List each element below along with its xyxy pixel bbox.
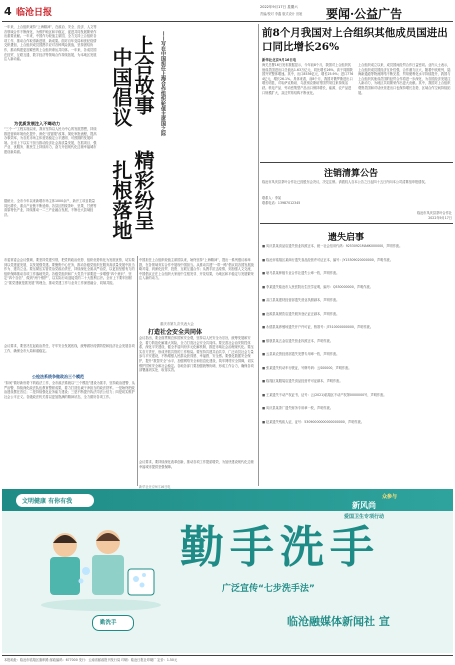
top-story-headline: 前8个月我国对上合组织其他成员国进出口同比增长26%	[262, 27, 448, 53]
top-story-dateline: 新华社北京9月16日电	[262, 58, 297, 62]
notice-title: 注销清算公告	[324, 169, 379, 179]
column-rule-right	[258, 24, 259, 486]
lost-item: ■ 凤庆县某食品店遗失营业执照正本，统一社会信用代码：92530921MA6K000000，声明作废。	[262, 244, 403, 248]
lost-item: ■ 凤庆县某茶厂遗失财务专用章一枚，声明作废。	[262, 406, 333, 410]
sidebar-title-2: 公检法系统争做政治三个模范	[32, 374, 84, 379]
ad-campaign: 爱国卫生专项行动	[344, 514, 385, 520]
ad-big-title: 勤手洗手	[180, 522, 380, 573]
intro-paragraph: 一年来，上合组织秉持“上海精神”，在政治、安全、经济、人文等各领域合作不断深化，为维护地区和平稳定、促进共同发展繁荣作出重要贡献。一年来，中国作为轮值主席国，全力支持上合组织各项工作，推动合作取得新进展、新成果。面对百年变局和世纪疫情交织叠加，上合组织成员国携手应对各种风险挑战，坚持团结协作，推动构建更加紧密的上合组织命运共同体。一年来，各成员国在经贸、互联互通、数字经济等领域合作持续拓展，为本地区发展注入新动能。	[4, 25, 97, 62]
lost-item: ■ 赵某遗失残疾人证，证号：53090000000000000000，声明作废。	[262, 419, 364, 424]
mid-article-body-3: 会议要求，要持续深化改革创新，推动各项工作提质增效，为加快建设现代化边境幸福城市提供坚强保障。	[139, 460, 254, 469]
sidebar-body-3: 市委常委会会议强调，要坚持党建引领，把党的政治优势、组织优势转化为发展优势，切实做到以党建促发展、以发展强党建。要聚焦中心任务，推动各级党组织在服务高质量发展中担当作为、建功立业。要压紧压实管党治党政治责任，持续深化全面从严治党，以更加坚强有力的组织保障推动各项工作落地见效。各级党组织和广大党员干部要进一步增强“四个意识”、坚定“四个自信”、做到“两个维护”，以实际行动迎接党的二十大胜利召开。全市上下要牢固树立“抓党建就是抓发展”的理念，推动党建工作与业务工作深度融合、同频共振。	[4, 258, 135, 285]
footer-text: 本报地址：临沧市临翔区旗帜路 邮政编码：677000 发行：云南省邮政报刊发行局 印刷：临沧日报社印刷厂 定价：1.50元	[4, 658, 178, 662]
footer-rule	[2, 655, 453, 656]
mid-article-kicker: 重庆市第九次代表大会	[160, 322, 194, 326]
ad-illustration	[36, 515, 166, 611]
mid-article-title: 打造社会安全共同体	[148, 329, 203, 336]
ad-slogan: 文明健康 有你有我	[22, 498, 73, 505]
ad-brand-small: 众参与	[382, 494, 398, 500]
sidebar-body-1: “三个一”工程实施以来，我市坚持以人民为中心的发展思想，持续推进营商环境优化提升，深化“放管服”改革，简化审批流程，提高办事效率，为各类市场主体营造稳定公平透明、可预期的发展环境。全市上下以实干担当推动经济社会高质量发展，在抓项目、强产业、优服务、惠民生上持续用力，奋力开创现代化边境幸福城市建设新局面。	[4, 127, 97, 154]
notice-contact: 联系人：李某	[262, 196, 282, 200]
ad-bubble-text: 勤洗手	[100, 620, 117, 626]
notice-date: 2022年9月17日	[428, 216, 452, 220]
lost-title: 遗失启事	[328, 233, 365, 243]
section-title: 要闻·公益广告	[326, 7, 403, 21]
sidebar-title-1: 为优质发展注入不竭动力	[14, 121, 61, 126]
ad-brand-main: 新风尚	[352, 500, 376, 510]
headline-line-a: 上合故事	[131, 35, 155, 115]
mid-article-footer: 新华社北京9月16日电	[139, 485, 171, 489]
top-story-body-left: 海关总署16日发布数据显示，今年前8个月，我国对上合组织其他成员国进出口总值达1.63万亿元，同比增长26%，高于同期我国外贸整体增速。其中，出口8536亿元，增长25.9%；进口7764亿元，增长26.1%。具体来看，前8个月，我国对俄罗斯进出口增长明显，对哈萨克斯坦、乌兹别克斯坦等国贸易往来持续活跃。机电产品、劳动密集型产品出口保持增长，能源、农产品进口规模扩大，双边贸易结构不断优化。	[262, 63, 354, 95]
ad-sponsor: 临沧融媒体新闻社 宣	[287, 615, 390, 628]
masthead-rule	[2, 21, 453, 22]
lost-item: ■ 王某遗失不动产权证书，证号：云(2021)临翔区不动产权第0000000号，声明作废。	[262, 392, 387, 397]
editorial-subhead: ——写在中国担任上海合作组织轮值主席国之际	[160, 31, 166, 136]
lost-item: ■ 张某遗失机动车行驶证，号牌号码：云S00000，声明作废。	[262, 365, 352, 370]
lost-list	[262, 244, 452, 482]
date-line: 2022年9月17日 星期六	[260, 5, 298, 9]
lost-item: ■ 临翔区某服装店遗失食品经营许可证副本，声明作废。	[262, 379, 343, 383]
mid-article-body: 中国担任上合组织轮值主席国以来，始终坚持“上海精神”，提出一系列倡议和举措，在各领域务实合作中展现中国担当。从推动共建“一带一路”倡议同各国发展战略对接，到深化经贸、投资、互联互通合作；从携手抗击疫情，到加强人文交流，中国倡议正在上合组织大家庭中生根发芽、开花结果，为地区和平稳定与发展繁荣注入新的动力。	[139, 258, 254, 281]
lost-item: ■ 镇康县某五金店遗失营业执照正本，声明作废。	[262, 338, 333, 343]
lost-item: ■ 永德县某养殖场遗失开户许可证，核准号：J7510000000000，声明作废。	[262, 325, 374, 329]
column-rule-left	[137, 256, 138, 486]
sidebar-body-2: 据统计，全市今年以来新增市场主体1000余户，新开工项目数量同比增长，重点产业链不断延伸。各县区围绕茶叶、坚果、甘蔗等高原特色产业，持续推动一二三产业融合发展，不断壮大县域经济。	[4, 199, 97, 217]
notice-phone: 联系电话：13987012345	[262, 201, 301, 205]
lost-item: ■ 云县某农资经营部遗失发票专用章一枚，声明作废。	[262, 352, 340, 356]
lost-item: ■ 李某遗失临沧市人民医院出生医学证明，编号：Q530000000，声明作废。	[262, 284, 373, 289]
public-service-ad	[2, 489, 453, 653]
notice-body: 临沧市凤庆县茶叶合作社已经股东会决议，决定注销。请债权人自本公告之日起四十五日内向本公司清算组申报债权。	[262, 180, 428, 184]
editorial-headline	[100, 25, 256, 255]
headline-line-c: 精彩纷呈	[131, 150, 155, 230]
notice-top-rule	[260, 162, 453, 163]
lost-item: ■ 耿马县某种植专业合作社遗失公章一枚，声明作废。	[262, 271, 340, 275]
headline-line-b: 中国倡议	[109, 47, 133, 127]
paper-name: 临沧日报	[16, 8, 53, 18]
lost-item: ■ 双江县某建材经营部遗失营业执照副本，声明作废。	[262, 298, 340, 302]
headline-line-d: 扎根落地	[109, 160, 133, 240]
page-number: 4	[4, 5, 12, 18]
notice-signature: 临沧市凤庆县茶叶合作社	[416, 211, 452, 215]
lost-top-rule	[260, 223, 453, 224]
editor-line: 责编/校对 李鑫 版式设计 田娅	[260, 12, 303, 16]
sidebar-body-4: 会议要求，要坚决扛起政治责任，守牢安全发展底线，统筹做好疫情防控和经济社会发展各项工作，确保全市大局和谐稳定。	[4, 344, 135, 353]
sidebar-body-5: “如何”做好新形势下的政法工作，全市政法系统以“三个模范”建设为抓手，坚持政治建警、从严治警，持续深化政法队伍教育整顿成果，着力打造忠诚干净担当的政法铁军。一是始终把政治建设摆在首位；二是持续强化业务能力建设；三是不断提升执法司法公信力；四是切实维护社会公平正义。各级政法机关将以更加饱满的精神状态，全力做好各项工作。	[4, 381, 135, 399]
lost-item: ■ 临沧市临翔区某商行遗失食品经营许可证正本，编号：JY15309020000000，声明作废。	[262, 257, 393, 262]
mid-article-body-2: 会议指出，要全面贯彻总体国家安全观，坚持以人民安全为宗旨，统筹发展和安全，着力防范化解重大风险，全力打造社会安全共同体。要完善社会治安防控体系，深化平安建设，健全矛盾纠纷多元化解机制，推进市域社会治理现代化。要压实各方责任，形成齐抓共管的工作格局。要坚持共建共治共享，广泛动员社会力量参与平安建设，不断增强人民群众获得感、幸福感、安全感。要强化数据安全保护，提升“数智安全”水平，加强网络安全和信息化建设，筑牢网络安全屏障，切实维护国家安全和社会稳定。各地各部门要加强统筹协调，形成工作合力，确保各项部署落到实处、取得实效。	[139, 336, 254, 373]
ad-sub-slogan: 广泛宣传“七步洗手法”	[222, 584, 315, 594]
lost-item: ■ 沧源县某餐饮店遗失税务登记证正副本，声明作废。	[262, 311, 340, 316]
top-story-body-right: 上合组织成立以来，成员国间经贸合作日益密切。业内人士表示，上合组织成员国经济互补性强，合作潜力巨大，随着中欧班列、陆海新通道等物流网络不断完善，贸易便利化水平持续提升，我国与上合组织其他成员国的经贸合作将进一步深化，为各国经济发展注入新动力，为地区共同繁荣作出更大贡献。其中，我国对上合组织观察员国和对话伙伴进出口也保持增长态势，区域合作空间持续拓展。	[358, 63, 451, 95]
masthead	[0, 0, 455, 22]
